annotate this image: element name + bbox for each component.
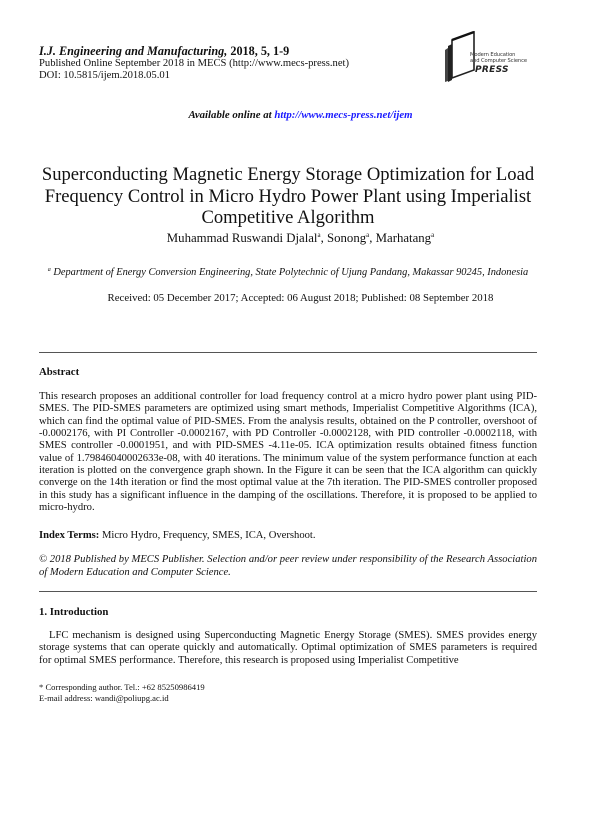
affiliation xyxy=(39,264,537,279)
author-separator: , xyxy=(369,231,376,245)
logo-line-2: and Computer Science xyxy=(470,57,527,64)
copyright-notice: © 2018 Published by MECS Publisher. Selection and/or peer review under responsibility of the Research Association of Modern Education and Computer Science. xyxy=(39,554,537,578)
author-separator: , xyxy=(320,231,328,245)
corresponding-author: * Corresponding author. Tel.: +62 85250986419 xyxy=(39,682,205,692)
available-online xyxy=(0,109,601,121)
author-name: Marhatang xyxy=(375,231,432,245)
index-terms-label: Index Terms: xyxy=(39,530,100,541)
journal-link[interactable]: http://www.mecs-press.net/ijem xyxy=(274,109,413,121)
author-email: E-mail address: wandi@poliupg.ac.id xyxy=(39,692,169,703)
paper-title: Superconducting Magnetic Energy Storage Optimization for Load Frequency Control in Micro Hydro Power Plant using Imperialist Competitive Algorithm xyxy=(41,164,535,228)
author-affil-mark: a xyxy=(317,231,321,239)
affiliation-mark: a xyxy=(47,267,51,273)
abstract-heading: Abstract xyxy=(39,366,80,378)
author-name: Sonong xyxy=(327,231,367,245)
author-name: Muhammad Ruswandi Djalal xyxy=(166,231,318,245)
published-online: Published Online September 2018 in MECS (http://www.mecs-press.net) xyxy=(39,58,350,69)
divider-bottom xyxy=(39,591,537,592)
author-affil-mark: a xyxy=(431,231,435,239)
index-terms xyxy=(39,530,316,541)
available-prefix: Available online at xyxy=(188,109,275,121)
author-list xyxy=(0,231,601,246)
footnote xyxy=(39,682,205,703)
introduction-body: LFC mechanism is designed using Superconducting Magnetic Energy Storage (SMES). SMES provides energy storage systems that can operate quickly and automatically. Optimal optimization of SMES parameters is required for optimal SMES performance. Therefore, this research is proposed using Imperialist Competitive xyxy=(39,630,537,666)
publication-dates: Received: 05 December 2017; Accepted: 06 August 2018; Published: 08 September 2018 xyxy=(107,292,494,304)
affiliation-text: Department of Energy Conversion Engineering, State Polytechnic of Ujung Pandang, Makassar 90245, Indonesia xyxy=(50,267,529,278)
journal-header xyxy=(39,45,349,82)
publisher-logo xyxy=(444,26,544,86)
divider-top xyxy=(39,352,537,353)
author-affil-mark: a xyxy=(366,231,370,239)
logo-line-1: Modern Education xyxy=(470,52,516,58)
journal-title: I.J. Engineering and Manufacturing, xyxy=(39,44,228,58)
logo-press: PRESS xyxy=(475,65,509,75)
doi: DOI: 10.5815/ijem.2018.05.01 xyxy=(39,70,170,81)
index-terms-values: Micro Hydro, Frequency, SMES, ICA, Overshoot. xyxy=(99,530,316,541)
journal-volume: 2018, 5, 1-9 xyxy=(227,44,290,58)
abstract-body: This research proposes an additional controller for load frequency control at a micro hydro power plant using PID-SMES. The PID-SMES parameters are optimized using smart methods, Imperialist Competitive Algorithms (ICA), which can find the optimal value of PID-SMES. From the analysis results, obtained on the P controller, overshoot of -0.0002176, with PI Controller -0.0002167, with PD Controller -0.0002128, with PID controller -0.0002118, with SMES controller -0.0001951, and with PID-SMES -4.11e-05. ICA optimization results obtained fitness function value of 1.79846040002633e-08, with 40 iterations. The minimum value of the system performance function at each iteration is plotted on the convergence graph shown. In the Figure it can be seen that the ICA algorithm can quickly converge on the 14th iteration or find the most optimal value at the 7th iteration. The PID-SMES controller proposed in this study has a significant influence in the damping of the oscillations. Therefore, it is proposed to be applied to micro-hydro. xyxy=(39,391,537,514)
section-heading-introduction: 1. Introduction xyxy=(39,606,109,618)
